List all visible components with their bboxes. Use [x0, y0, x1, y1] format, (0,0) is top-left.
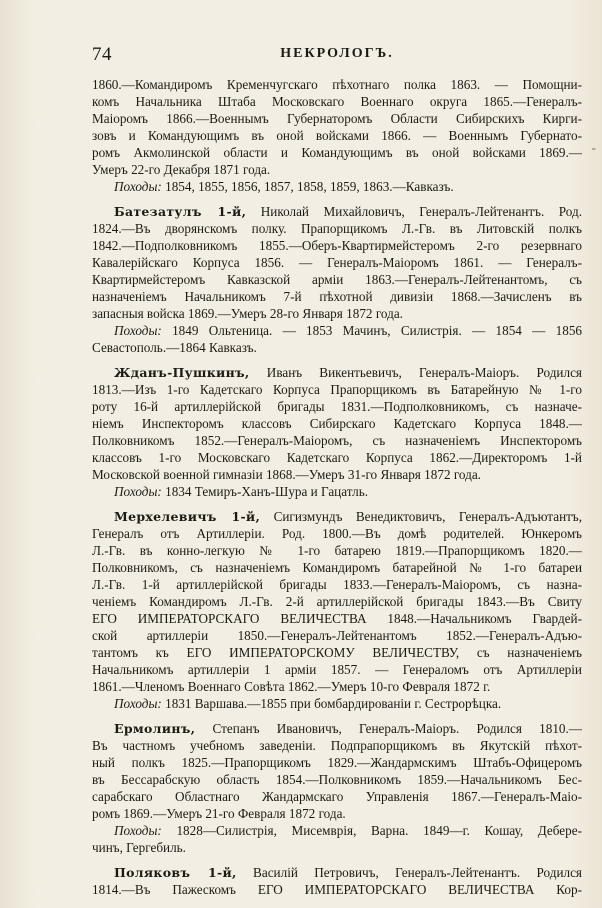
- text-line: назначеніемъ Начальникомъ 7-й пѣхотной дивизіи 1868.—Зачисленъ въ: [92, 289, 582, 304]
- text-line: Маіоромъ 1866.—Военнымъ Губернаторомъ Области Сибирскихъ Кирги-: [92, 111, 582, 126]
- text-line: 1860.—Командиромъ Кременчугскаго пѣхотнаго полка 1863. — Помощни-: [92, 77, 582, 92]
- campaigns-line: [92, 483, 582, 500]
- text-line: Начальникомъ артиллеріи 1 арміи 1857. — Генераломъ отъ Артиллеріи: [92, 662, 582, 677]
- text-line: въ Бессарабскую область 1854.—Полковникомъ 1859.—Начальникомъ Бес-: [92, 772, 582, 787]
- text-line: комъ Начальника Штаба Московскаго Военнаго округа 1865.—Генералъ-: [92, 94, 582, 109]
- text-line: Л.-Гв. 1-й артиллерійской бригады 1833.—Генералъ-Маіоромъ, съ назна-: [92, 577, 582, 592]
- entry-surname: Ермолинъ,: [114, 721, 196, 736]
- campaigns-line: [92, 178, 582, 195]
- obituary-entry: [92, 203, 582, 356]
- obituary-entry: [92, 720, 582, 856]
- text-line: 1813.—Изъ 1-го Кадетскаго Корпуса Прапорщикомъ въ Батарейную № 1-го: [92, 382, 582, 397]
- campaigns-label: Походы:: [114, 323, 162, 338]
- text-line: ромъ Акмолинской области и Командующимъ въ оной войсками 1869.—: [92, 145, 582, 160]
- text-line: тантомъ къ ЕГО ИМПЕРАТОРСКОМУ ВЕЛИЧЕСТВУ, съ назначеніемъ: [92, 645, 582, 660]
- text-line: ченіемъ Командиромъ Л.-Гв. 2-й артиллерійской бригады 1843.—Въ Свиту: [92, 594, 582, 609]
- campaigns-label: Походы:: [114, 179, 162, 194]
- page-number: 74: [92, 44, 112, 65]
- text-line: зовъ и Командующимъ въ оной войсками 1866. — Военнымъ Губернато-: [92, 128, 582, 143]
- text-line: Л.-Гв. въ конно-легкую № 1-го батарею 1819.—Прапорщикомъ 1820.—: [92, 543, 582, 558]
- entry-surname: Батезатулъ 1-й,: [114, 204, 247, 219]
- entry-heading-text: Сигизмундъ Венедиктовичъ, Генералъ-Адъютантъ,: [273, 509, 582, 524]
- obituary-entry: [92, 864, 582, 898]
- text-line: сарабскаго Областнаго Жандармскаго Управленія 1867.—Генералъ-Маіо-: [92, 789, 582, 804]
- entry-surname: Мерхелевичъ 1-й,: [114, 509, 261, 524]
- entry-heading-text: Иванъ Викентьевичъ, Генералъ-Маіоръ. Родился: [266, 365, 582, 380]
- text-line: Генералъ отъ Артиллеріи. Род. 1800.—Въ домѣ родителей. Юнкеромъ: [92, 526, 582, 541]
- text-line: запасныя войска 1869.—Умеръ 28-го Января 1872 года.: [92, 306, 403, 321]
- text-line: Умеръ 22-го Декабря 1871 года.: [92, 162, 271, 177]
- entry-heading-line: [92, 720, 582, 737]
- text-line: 1824.—Въ дворянскомъ полку. Прапорщикомъ Л.-Гв. въ Литовскій полкъ: [92, 221, 582, 236]
- page-header: [92, 44, 582, 70]
- text-line: Кавалерійскаго Корпуса 1856. — Генералъ-Маіоромъ 1861. — Генералъ-: [92, 255, 582, 270]
- running-title: НЕКРОЛОГЪ.: [280, 46, 394, 61]
- campaigns-text: 1831 Варшава.—1855 при бомбардированіи г. Сестрорѣцка.: [165, 696, 502, 711]
- campaigns-text: Севастополь.—1864 Кавказъ.: [92, 340, 257, 355]
- obituary-entry: [92, 364, 582, 500]
- text-line: 1842.—Подполковникомъ 1855.—Оберъ-Квартирмейстеромъ 2-го резервнаго: [92, 238, 582, 253]
- campaigns-line: [92, 695, 582, 712]
- campaigns-text: чинъ, Гергебиль.: [92, 840, 186, 855]
- entry-heading-text: Николай Михайловичъ, Генералъ-Лейтенантъ. Род.: [260, 204, 582, 219]
- entry-heading-text: Василій Петровичъ, Генералъ-Лейтенантъ. Родился: [253, 865, 582, 880]
- entry-heading-line: [92, 864, 582, 881]
- entry-surname: Поляковъ 1-й,: [114, 865, 237, 880]
- campaigns-line: [92, 322, 582, 339]
- text-line: Полковникомъ 1852.—Генералъ-Маіоромъ, съ назначеніемъ Инспекторомъ: [92, 433, 582, 448]
- campaigns-label: Походы:: [114, 484, 162, 499]
- campaigns-label: Походы:: [114, 696, 162, 711]
- entry-heading-text: Степанъ Ивановичъ, Генералъ-Маіоръ. Родился 1810.—: [212, 721, 582, 736]
- entry-heading-line: [92, 508, 582, 525]
- entry-heading-line: [92, 364, 582, 381]
- text-line: классовъ 1-го Московскаго Кадетскаго Корпуса 1862.—Директоромъ 1-й: [92, 450, 582, 465]
- text-line: 1814.—Въ Пажескомъ ЕГО ИМПЕРАТОРСКАГО ВЕЛИЧЕСТВА Кор-: [92, 882, 582, 897]
- entry-heading-line: [92, 203, 582, 220]
- text-line: 1861.—Членомъ Военнаго Совѣта 1862.—Умеръ 10-го Февраля 1872 г.: [92, 679, 491, 694]
- campaigns-text: 1854, 1855, 1856, 1857, 1858, 1859, 1863.—Кавказъ.: [165, 179, 454, 194]
- text-line: Полковникомъ, съ назначеніемъ Командиромъ батарейной № 1-го батареи: [92, 560, 582, 575]
- campaigns-line: [92, 822, 582, 839]
- entry-surname: Жданъ-Пушкинъ,: [114, 365, 250, 380]
- campaigns-text: 1849 Ольтеница. — 1853 Мачинъ, Силистрія. — 1854 — 1856: [172, 323, 582, 338]
- campaigns-text: 1834 Темиръ-Ханъ-Шура и Гацатль.: [165, 484, 369, 499]
- text-line: ный полкъ 1825.—Прапорщикомъ 1829.—Жандармскимъ Штабъ-Офицеромъ: [92, 755, 582, 770]
- obituary-entry: [92, 508, 582, 712]
- text-line: ской артиллеріи 1850.—Генералъ-Лейтенантомъ 1852.—Генералъ-Адъю-: [92, 628, 582, 643]
- text-line: роту 16-й артиллерійской бригады 1831.—Подполковникомъ, съ назначе-: [92, 399, 582, 414]
- text-line: ніемъ Инспекторомъ классовъ Сибирскаго Кадетскаго Корпуса 1848.—: [92, 416, 582, 431]
- campaigns-label: Походы:: [114, 823, 162, 838]
- text-line: ромъ 1869.—Умеръ 21-го Февраля 1872 года.: [92, 806, 346, 821]
- text-line: Московской военной гимназіи 1868.—Умеръ 31-го Января 1872 года.: [92, 467, 481, 482]
- obituary-entry: [92, 76, 582, 195]
- text-line: ЕГО ИМПЕРАТОРСКАГО ВЕЛИЧЕСТВА 1848.—Начальникомъ Гвардей-: [92, 611, 582, 626]
- text-line: Квартирмейстеромъ Кавказской арміи 1863.—Генералъ-Лейтенантомъ, съ: [92, 272, 582, 287]
- text-line: Въ частномъ учебномъ заведеніи. Подпрапорщикомъ въ Якутскій пѣхот-: [92, 738, 582, 753]
- margin-mark: -: [591, 140, 596, 155]
- campaigns-text: 1828—Силистрія, Мисемврія, Варна. 1849—г. Кошау, Деберe-: [176, 823, 582, 838]
